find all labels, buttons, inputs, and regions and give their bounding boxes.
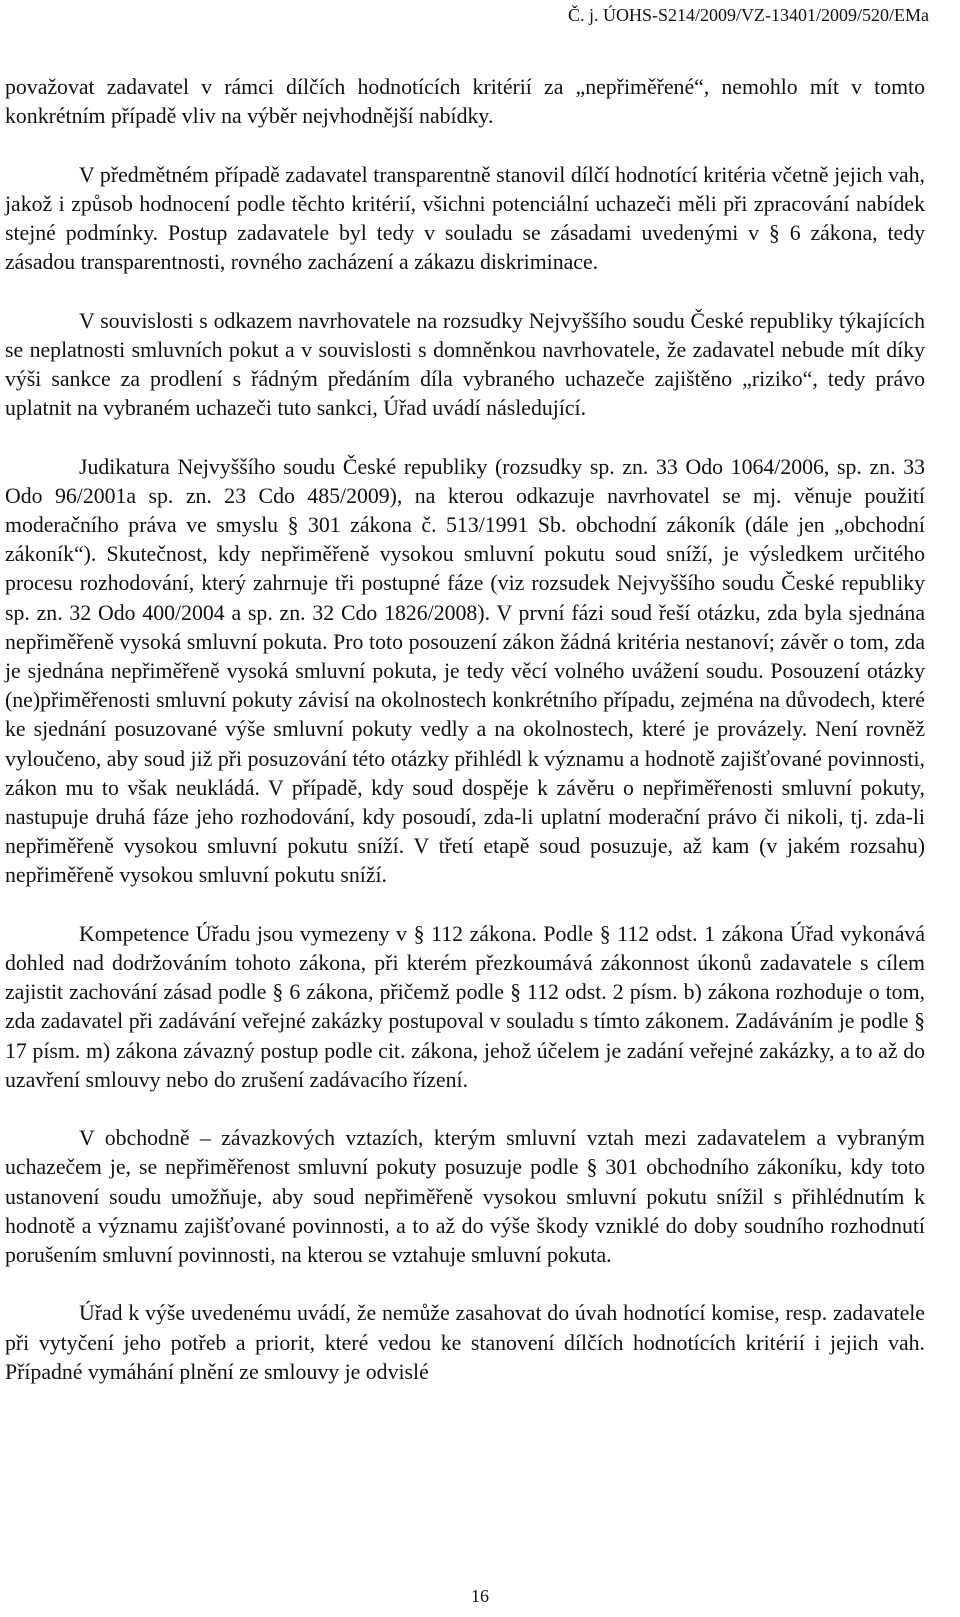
paragraph-commercial-relations: V obchodně – závazkových vztazích, kterým smluvní vztah mezi zadavatelem a vybraným uchazečem je, se nepřiměřenost smluvní pokuty posuzuje podle § 301 obchodního zákoníku, kdy toto ustanovení soudu umožňuje, aby soud nepřiměřeně vysokou smluvní pokutu snížil s přihlédnutím k hodnotě a významu zajišťované povinnosti, a to až do výše škody vzniklé do doby soudního rozhodnutí porušením smluvní povinnosti, na kterou se vztahuje smluvní pokuta.	[5, 1126, 925, 1268]
paragraph-transparency: V předmětném případě zadavatel transparentně stanovil dílčí hodnotící kritéria včetně jejich vah, jakož i způsob hodnocení podle těchto kritérií, všichni potenciální uchazeči měli při zpracování nabídek stejné podmínky. Postup zadavatele byl tedy v souladu se zásadami uvedenými v § 6 zákona, tedy zásadou transparentnosti, rovného zacházení a zákazu diskriminace.	[5, 162, 925, 275]
paragraph-case-law: Judikatura Nejvyššího soudu České republiky (rozsudky sp. zn. 33 Odo 1064/2006, sp. zn. 33 Odo 96/2001a sp. zn. 23 Cdo 485/2009), na kterou odkazuje navrhovatel se mj. věnuje použití moderačního práva ve smyslu § 301 zákona č. 513/1991 Sb. obchodní zákoník (dále jen „obchodní zákoník“). Skutečnost, kdy nepřiměřeně vysokou smluvní pokutu soud sníží, je výsledkem určitého procesu rozhodování, který zahrnuje tři postupné fáze (viz rozsudek Nejvyššího soudu České republiky sp. zn. 32 Odo 400/2004 a sp. zn. 32 Cdo 1826/2008). V první fázi soud řeší otázku, zda byla sjednána nepřiměřeně vysoká smluvní pokuta. Pro toto posouzení zákon žádná kritéria nestanoví; závěr o tom, zda je sjednána nepřiměřeně vysoká smluvní pokuta, je tedy věcí volného uvážení soudu. Posouzení otázky (ne)přiměřenosti smluvní pokuty závisí na okolnostech konkrétního případu, zejména na důvodech, které ke sjednání posuzované výše smluvní pokuty vedly a na okolnostech, které je provázely. Není rovněž vyloučeno, aby soud již při posuzování této otázky přihlédl k významu a hodnotě zajišťované povinnosti, zákon mu to však neukládá. V případě, kdy soud dospěje k závěru o nepřiměřenosti smluvní pokuty, nastupuje druhá fáze jeho rozhodování, kdy posoudí, zda-li uplatní moderační právo či nikoli, tj. zda-li nepřiměřeně vysokou smluvní pokutu sníží. V třetí etapě soud posuzuje, až kam (v jakém rozsahu) nepřiměřeně vysokou smluvní pokutu sníží.	[5, 454, 925, 888]
document-reference-header: Č. j. ÚOHS-S214/2009/VZ-13401/2009/520/EMa	[567, 5, 929, 25]
document-body	[5, 73, 925, 1387]
paragraph-supreme-court-reference: V souvislosti s odkazem navrhovatele na rozsudky Nejvyššího soudu České republiky týkajících se neplatnosti smluvních pokut a v souvislosti s domněnkou navrhovatele, že zadavatel nebude mít díky výši sankce za prodlení s řádným předáním díla vybraného uchazeče zajištěno „riziko“, tedy právo uplatnit na vybraném uchazeči tuto sankci, Úřad uvádí následující.	[5, 308, 925, 421]
paragraph-office-statement: Úřad k výše uvedenému uvádí, že nemůže zasahovat do úvah hodnotící komise, resp. zadavatele při vytyčení jeho potřeb a priorit, které vedou ke stanovení dílčích hodnotících kritérií i jejich vah. Případné vymáhání plnění ze smlouvy je odvislé	[5, 1301, 925, 1384]
paragraph-office-competence: Kompetence Úřadu jsou vymezeny v § 112 zákona. Podle § 112 odst. 1 zákona Úřad vykonává dohled nad dodržováním tohoto zákona, při kterém přezkoumává zákonnost úkonů zadavatele s cílem zajistit zachování zásad podle § 6 zákona, přičemž podle § 112 odst. 2 písm. b) zákona rozhoduje o tom, zda zadavatel při zadávání veřejné zakázky postupoval v souladu s tímto zákonem. Zadáváním je podle § 17 písm. m) zákona závazný postup podle cit. zákona, jehož účelem je zadání veřejné zakázky, a to až do uzavření smlouvy nebo do zrušení zadávacího řízení.	[5, 921, 925, 1092]
page-number: 16	[471, 1586, 489, 1606]
paragraph-continuation: považovat zadavatel v rámci dílčích hodnotících kritérií za „nepřiměřené“, nemohlo mít v tomto konkrétním případě vliv na výběr nejvhodnější nabídky.	[5, 75, 925, 129]
